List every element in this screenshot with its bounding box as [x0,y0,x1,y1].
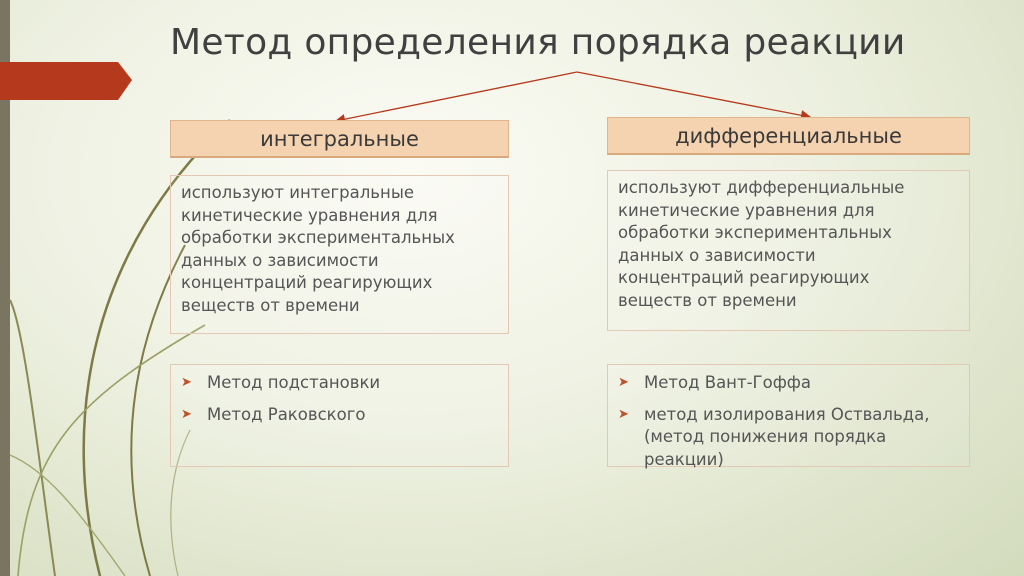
description-line: концентраций реагирующих [618,268,870,287]
method-label-line: реакции) [644,449,724,469]
method-label: Метод подстановки [207,373,381,392]
description-line: кинетические уравнения для [181,205,438,225]
description-line: концентраций реагирующих [181,273,433,292]
method-label: Метод Раковского [207,404,366,424]
methods-list-differential [608,365,969,471]
description-line: обработки экспериментальных [618,223,892,242]
method-label-line: (метод понижения порядка [644,427,887,446]
list-item [618,372,959,395]
list-item [181,372,498,395]
arrow-to-integral [336,72,577,121]
category-header-integral: интегральные [170,120,509,158]
list-item [181,404,498,427]
slide-title: Метод определения порядка реакции [170,22,906,63]
methods-list-integral [171,365,508,426]
description-line: обработки экспериментальных [181,228,455,247]
method-label-line: метод изолирования Оствальда, [644,404,930,424]
description-box-integral [170,175,509,334]
description-line: данных о зависимости [181,250,379,270]
description-line: используют интегральные [181,183,414,202]
methods-box-differential [607,364,970,467]
arrow-bullet-icon: ➤ [181,406,192,422]
description-line: используют дифференциальные [618,178,905,197]
description-line: данных о зависимости [618,245,816,265]
arrow-bullet-icon: ➤ [181,375,192,390]
category-header-differential: дифференциальные [607,117,970,155]
arrow-bullet-icon: ➤ [618,406,629,422]
arrow-bullet-icon: ➤ [618,375,629,390]
description-line: веществ от времени [618,290,797,310]
arrow-to-differential [577,72,810,117]
method-label: Метод Вант-Гоффа [644,373,812,392]
description-line: веществ от времени [181,295,360,315]
description-line: кинетические уравнения для [618,200,875,220]
list-item [618,404,959,472]
method-label [644,404,929,472]
methods-box-integral [170,364,509,467]
description-box-differential [607,170,970,331]
